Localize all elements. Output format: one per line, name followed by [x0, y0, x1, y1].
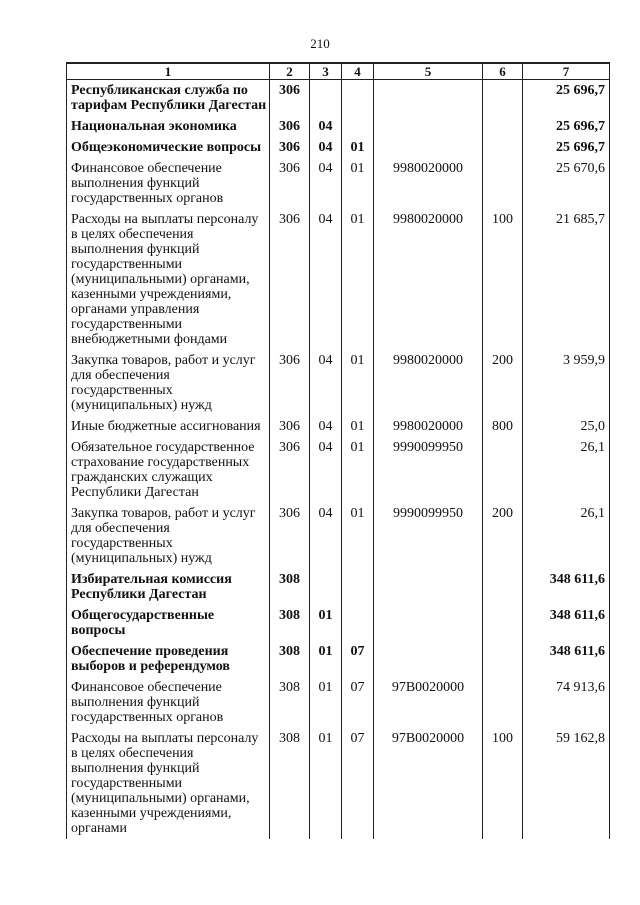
item-name-cell: Обеспечение проведения выборов и референдумов: [67, 641, 270, 677]
item-name-cell: Избирательная комиссия Республики Дагестан: [67, 569, 270, 605]
target-article-cell: [374, 569, 483, 605]
section-code-cell: [310, 80, 342, 117]
item-name-cell: Национальная экономика: [67, 116, 270, 137]
section-code-cell: 04: [310, 116, 342, 137]
section-code-cell: 01: [310, 641, 342, 677]
page-number: 210: [310, 36, 330, 51]
ministry-code-cell: 306: [270, 116, 310, 137]
section-code-cell: 01: [310, 677, 342, 728]
subsection-code-cell: 01: [342, 416, 374, 437]
column-header: 6: [483, 63, 523, 80]
amount-cell: 25,0: [523, 416, 610, 437]
table-row: [67, 569, 610, 605]
section-code-cell: 04: [310, 209, 342, 350]
amount-cell: 25 696,7: [523, 80, 610, 117]
ministry-code-cell: 306: [270, 416, 310, 437]
target-article-cell: 9990099950: [374, 503, 483, 569]
amount-cell: 3 959,9: [523, 350, 610, 416]
target-article-cell: [374, 605, 483, 641]
column-header: 7: [523, 63, 610, 80]
amount-cell: 21 685,7: [523, 209, 610, 350]
ministry-code-cell: 306: [270, 137, 310, 158]
subsection-code-cell: 07: [342, 728, 374, 839]
table-row: [67, 158, 610, 209]
column-header: 3: [310, 63, 342, 80]
item-name-cell: Иные бюджетные ассигнования: [67, 416, 270, 437]
amount-cell: 25 670,6: [523, 158, 610, 209]
expense-type-cell: 200: [483, 503, 523, 569]
section-code-cell: 01: [310, 605, 342, 641]
target-article-cell: 9980020000: [374, 158, 483, 209]
subsection-code-cell: [342, 569, 374, 605]
section-code-cell: 04: [310, 416, 342, 437]
section-code-cell: 04: [310, 437, 342, 503]
section-code-cell: [310, 569, 342, 605]
subsection-code-cell: 01: [342, 350, 374, 416]
ministry-code-cell: 308: [270, 569, 310, 605]
subsection-code-cell: [342, 80, 374, 117]
subsection-code-cell: 07: [342, 641, 374, 677]
table-row: [67, 503, 610, 569]
table-body: [67, 80, 610, 840]
expense-type-cell: [483, 116, 523, 137]
amount-cell: 348 611,6: [523, 605, 610, 641]
item-name-cell: Расходы на выплаты персоналу в целях обеспечения выполнения функций государственными (муниципальными) органами, казенными учреждениями, органами: [67, 728, 270, 839]
target-article-cell: 97В0020000: [374, 728, 483, 839]
ministry-code-cell: 308: [270, 677, 310, 728]
section-code-cell: 04: [310, 503, 342, 569]
expense-type-cell: 200: [483, 350, 523, 416]
ministry-code-cell: 306: [270, 80, 310, 117]
section-code-cell: 04: [310, 137, 342, 158]
table-row: [67, 116, 610, 137]
target-article-cell: [374, 116, 483, 137]
item-name-cell: Расходы на выплаты персоналу в целях обеспечения выполнения функций государственными (муниципальными) органами, казенными учреждениями, органами управления государственными внебюджетными фондами: [67, 209, 270, 350]
amount-cell: 25 696,7: [523, 137, 610, 158]
amount-cell: 74 913,6: [523, 677, 610, 728]
expense-type-cell: [483, 677, 523, 728]
ministry-code-cell: 306: [270, 503, 310, 569]
target-article-cell: 9980020000: [374, 209, 483, 350]
table-row: [67, 416, 610, 437]
target-article-cell: [374, 137, 483, 158]
table-row: [67, 437, 610, 503]
subsection-code-cell: [342, 605, 374, 641]
expense-type-cell: 100: [483, 728, 523, 839]
section-code-cell: 04: [310, 350, 342, 416]
table-row: [67, 641, 610, 677]
table-row: [67, 80, 610, 117]
item-name-cell: Закупка товаров, работ и услуг для обеспечения государственных (муниципальных) нужд: [67, 503, 270, 569]
section-code-cell: 01: [310, 728, 342, 839]
expense-type-cell: [483, 605, 523, 641]
item-name-cell: Республиканская служба по тарифам Республики Дагестан: [67, 80, 270, 117]
ministry-code-cell: 308: [270, 641, 310, 677]
amount-cell: 348 611,6: [523, 569, 610, 605]
subsection-code-cell: 01: [342, 503, 374, 569]
expense-type-cell: [483, 80, 523, 117]
subsection-code-cell: [342, 116, 374, 137]
target-article-cell: 9990099950: [374, 437, 483, 503]
expense-type-cell: 100: [483, 209, 523, 350]
expense-type-cell: [483, 158, 523, 209]
table-row: [67, 137, 610, 158]
target-article-cell: 9980020000: [374, 350, 483, 416]
subsection-code-cell: 01: [342, 158, 374, 209]
table-row: [67, 605, 610, 641]
expense-type-cell: [483, 641, 523, 677]
ministry-code-cell: 308: [270, 728, 310, 839]
amount-cell: 26,1: [523, 437, 610, 503]
table-row: [67, 728, 610, 839]
table-row: [67, 350, 610, 416]
amount-cell: 59 162,8: [523, 728, 610, 839]
target-article-cell: [374, 641, 483, 677]
item-name-cell: Общегосударственные вопросы: [67, 605, 270, 641]
table-header-row: [67, 63, 610, 80]
item-name-cell: Финансовое обеспечение выполнения функций государственных органов: [67, 677, 270, 728]
ministry-code-cell: 308: [270, 605, 310, 641]
subsection-code-cell: 01: [342, 137, 374, 158]
item-name-cell: Финансовое обеспечение выполнения функций государственных органов: [67, 158, 270, 209]
subsection-code-cell: 01: [342, 209, 374, 350]
subsection-code-cell: 01: [342, 437, 374, 503]
table-row: [67, 677, 610, 728]
amount-cell: 26,1: [523, 503, 610, 569]
target-article-cell: [374, 80, 483, 117]
column-header: 4: [342, 63, 374, 80]
column-header: 2: [270, 63, 310, 80]
ministry-code-cell: 306: [270, 158, 310, 209]
column-header: 1: [67, 63, 270, 80]
section-code-cell: 04: [310, 158, 342, 209]
expense-type-cell: [483, 569, 523, 605]
amount-cell: 348 611,6: [523, 641, 610, 677]
column-header: 5: [374, 63, 483, 80]
expense-type-cell: [483, 437, 523, 503]
target-article-cell: 97В0020000: [374, 677, 483, 728]
budget-table: [66, 62, 610, 839]
amount-cell: 25 696,7: [523, 116, 610, 137]
target-article-cell: 9980020000: [374, 416, 483, 437]
table-row: [67, 209, 610, 350]
ministry-code-cell: 306: [270, 350, 310, 416]
expense-type-cell: [483, 137, 523, 158]
ministry-code-cell: 306: [270, 437, 310, 503]
subsection-code-cell: 07: [342, 677, 374, 728]
ministry-code-cell: 306: [270, 209, 310, 350]
item-name-cell: Обязательное государственное страхование государственных гражданских служащих Республики Дагестан: [67, 437, 270, 503]
item-name-cell: Закупка товаров, работ и услуг для обеспечения государственных (муниципальных) нужд: [67, 350, 270, 416]
expense-type-cell: 800: [483, 416, 523, 437]
item-name-cell: Общеэкономические вопросы: [67, 137, 270, 158]
